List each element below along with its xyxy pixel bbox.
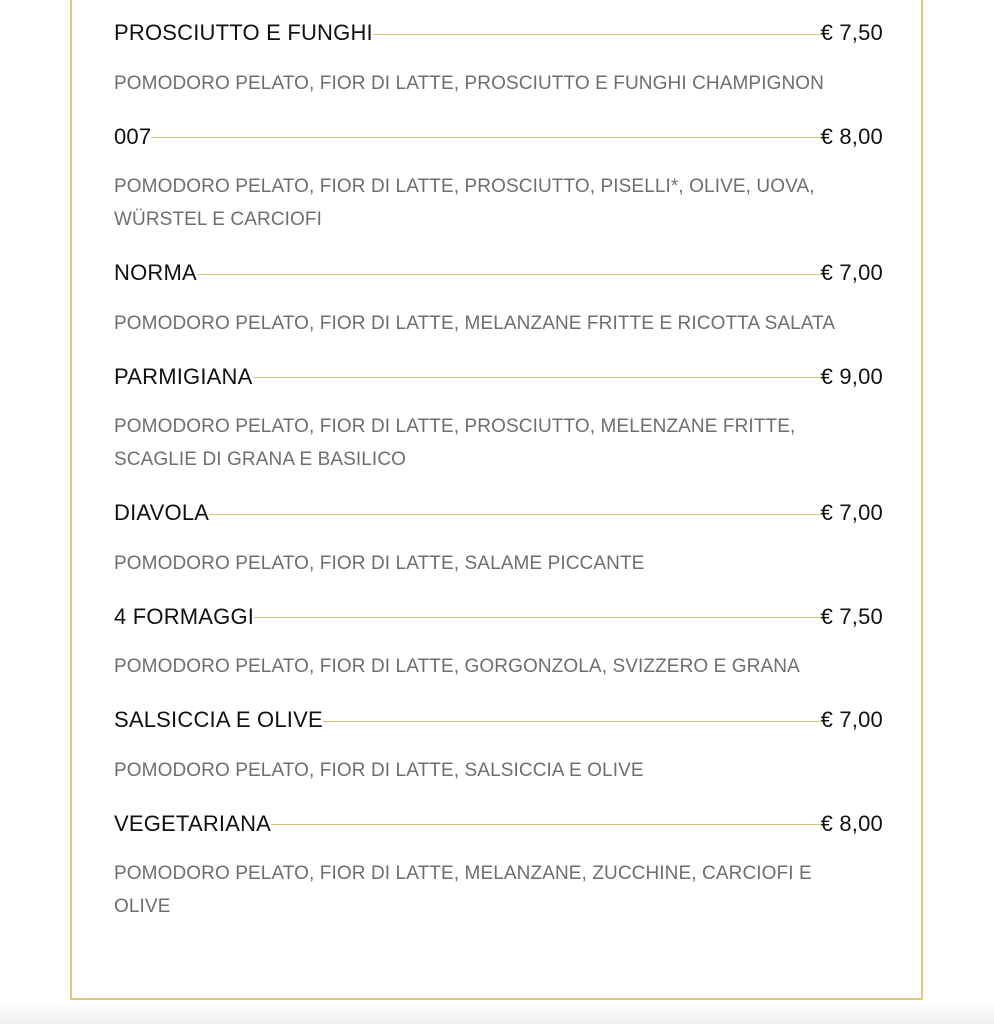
leader-line <box>209 514 820 515</box>
menu-item <box>114 360 883 477</box>
menu-item-price: € 7,50 <box>820 20 883 45</box>
menu-item-price: € 9,00 <box>820 363 883 389</box>
menu-item-description: POMODORO PELATO, FIOR DI LATTE, SALSICCIA E OLIVE <box>114 759 644 781</box>
leader-line <box>151 137 820 138</box>
menu-item-name: DIAVOLA <box>114 500 210 525</box>
menu-item-name: NORMA <box>114 260 197 285</box>
menu-item-price: € 8,00 <box>820 810 883 836</box>
menu-item <box>114 703 883 787</box>
leader-line <box>254 617 821 618</box>
menu-item-header <box>114 256 883 290</box>
leader-line <box>253 377 821 378</box>
leader-line <box>197 274 821 275</box>
menu-item <box>114 256 883 340</box>
menu-item-name: PROSCIUTTO E FUNGHI <box>114 20 373 45</box>
menu-item-name: 007 <box>114 123 152 149</box>
menu-item <box>114 496 883 580</box>
leader-line <box>271 824 821 825</box>
menu-item <box>114 600 883 684</box>
menu-item <box>114 120 883 237</box>
menu-item-header <box>114 807 883 841</box>
menu-item-price: € 7,50 <box>820 603 883 629</box>
leader-line <box>323 721 821 722</box>
menu-item-header <box>114 600 883 634</box>
menu-item <box>114 16 883 100</box>
menu-item-name: 4 FORMAGGI <box>114 603 255 629</box>
menu-item-description: POMODORO PELATO, FIOR DI LATTE, SALAME PICCANTE <box>114 552 645 574</box>
menu-item-description: POMODORO PELATO, FIOR DI LATTE, PROSCIUTTO, MELENZANE FRITTE, SCAGLIE DI GRANA E BASILICO <box>114 416 796 470</box>
menu-item-description: POMODORO PELATO, FIOR DI LATTE, GORGONZOLA, SVIZZERO E GRANA <box>114 656 800 677</box>
menu-item-price: € 7,00 <box>820 500 883 525</box>
menu-list <box>114 16 883 943</box>
menu-item <box>114 807 883 924</box>
leader-line <box>373 34 821 35</box>
menu-item-header <box>114 120 883 154</box>
menu-item-name: VEGETARIANA <box>114 810 272 836</box>
menu-item-description: POMODORO PELATO, FIOR DI LATTE, MELANZANE, ZUCCHINE, CARCIOFI E OLIVE <box>114 863 812 917</box>
menu-item-name: PARMIGIANA <box>114 363 253 389</box>
menu-item-price: € 7,00 <box>820 260 883 285</box>
menu-item-price: € 7,00 <box>820 707 883 732</box>
menu-item-header <box>114 360 883 394</box>
menu-item-header <box>114 703 883 737</box>
menu-item-description: POMODORO PELATO, FIOR DI LATTE, PROSCIUTTO, PISELLI*, OLIVE, UOVA, WÜRSTEL E CARCIOFI <box>114 176 815 230</box>
menu-item-price: € 8,00 <box>820 123 883 149</box>
menu-item-description: POMODORO PELATO, FIOR DI LATTE, MELANZANE FRITTE E RICOTTA SALATA <box>114 312 836 334</box>
page-bottom-edge <box>0 1004 994 1024</box>
menu-item-description: POMODORO PELATO, FIOR DI LATTE, PROSCIUTTO E FUNGHI CHAMPIGNON <box>114 72 824 94</box>
menu-item-header <box>114 16 883 50</box>
menu-item-name: SALSICCIA E OLIVE <box>114 707 323 732</box>
menu-item-header <box>114 496 883 530</box>
